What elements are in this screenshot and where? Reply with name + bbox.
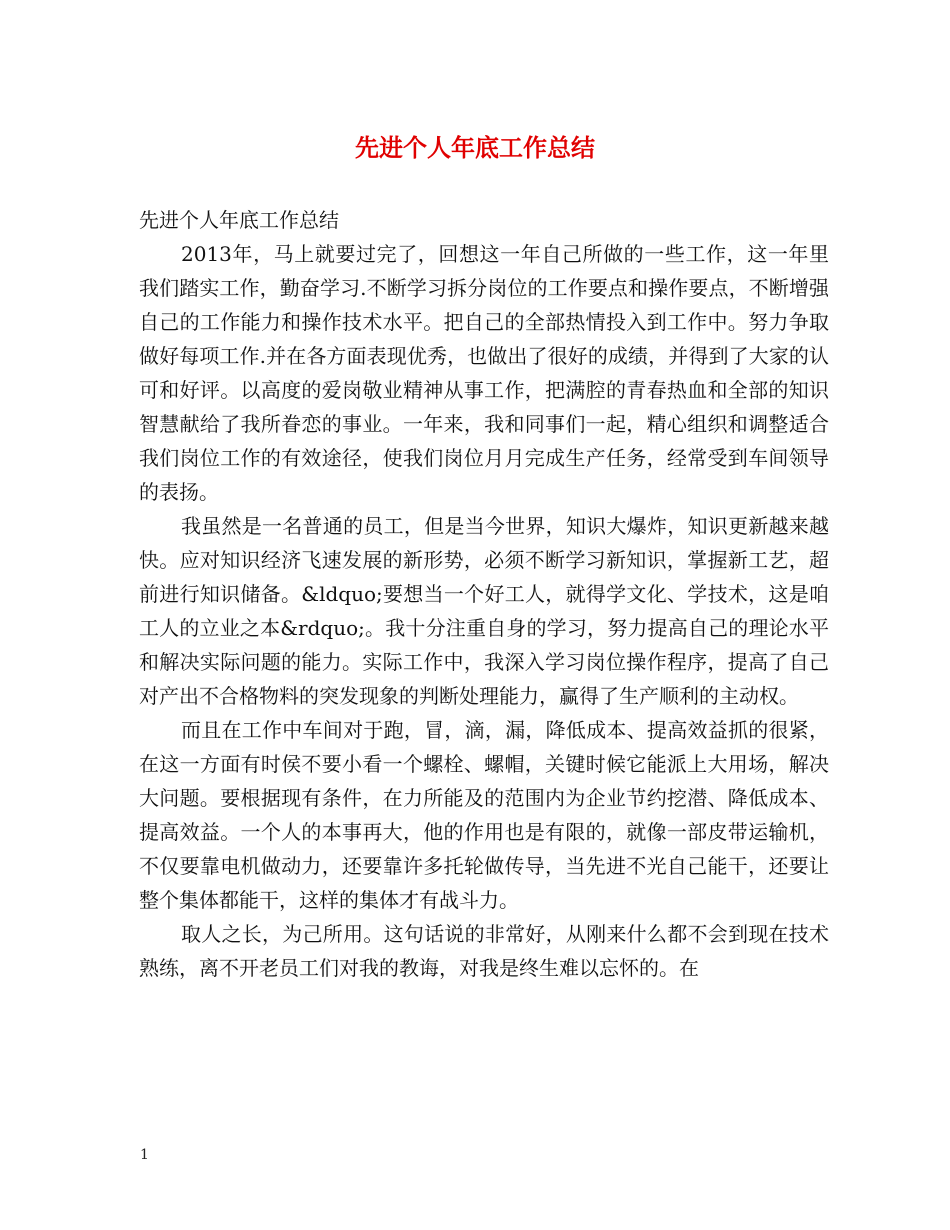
paragraph-3: 而且在工作中车间对于跑，冒，滴，漏，降低成本、提高效益抓的很紧，在这一方面有时侯不要小看一个螺栓、螺帽，关键时候它能派上大用场，解决大问题。要根据现有条件，在力所能及的范围内为企业节约挖潜、降低成本、提高效益。一个人的本事再大，他的作用也是有限的，就像一部皮带运输机，不仅要靠电机做动力，还要靠许多托轮做传导，当先进不光自己能干，还要让整个集体都能干，这样的集体才有战斗力。 xyxy=(139,718,829,912)
paragraph-4: 取人之长，为己所用。这句话说的非常好，从刚来什么都不会到现在技术熟练，离不开老员工们对我的教诲，对我是终生难以忘怀的。在 xyxy=(139,922,829,980)
page-number: 1 xyxy=(140,1147,149,1163)
document-subtitle: 先进个人年底工作总结 xyxy=(139,208,339,232)
document-body xyxy=(139,203,829,985)
paragraph-2: 我虽然是一名普通的员工，但是当今世界，知识大爆炸，知识更新越来越快。应对知识经济飞速发展的新形势，必须不断学习新知识，掌握新工艺，超前进行知识储备。&ldquo;要想当一个好工人，就得学文化、学技术，这是咱工人的立业之本&rdquo;。我十分注重自身的学习，努力提高自己的理论水平和解决实际问题的能力。实际工作中，我深入学习岗位操作程序，提高了自己对产出不合格物料的突发现象的判断处理能力，赢得了生产顺利的主动权。 xyxy=(139,514,829,708)
paragraph-1: 2013年，马上就要过完了，回想这一年自己所做的一些工作，这一年里我们踏实工作，勤奋学习.不断学习拆分岗位的工作要点和操作要点，不断增强自己的工作能力和操作技术水平。把自己的全部热情投入到工作中。努力争取做好每项工作.并在各方面表现优秀，也做出了很好的成绩，并得到了大家的认可和好评。以高度的爱岗敬业精神从事工作，把满腔的青春热血和全部的知识智慧献给了我所眷恋的事业。一年来，我和同事们一起，精心组织和调整适合我们岗位工作的有效途径，使我们岗位月月完成生产任务，经常受到车间领导的表扬。 xyxy=(139,242,829,504)
document-title: 先进个人年底工作总结 xyxy=(355,133,595,162)
